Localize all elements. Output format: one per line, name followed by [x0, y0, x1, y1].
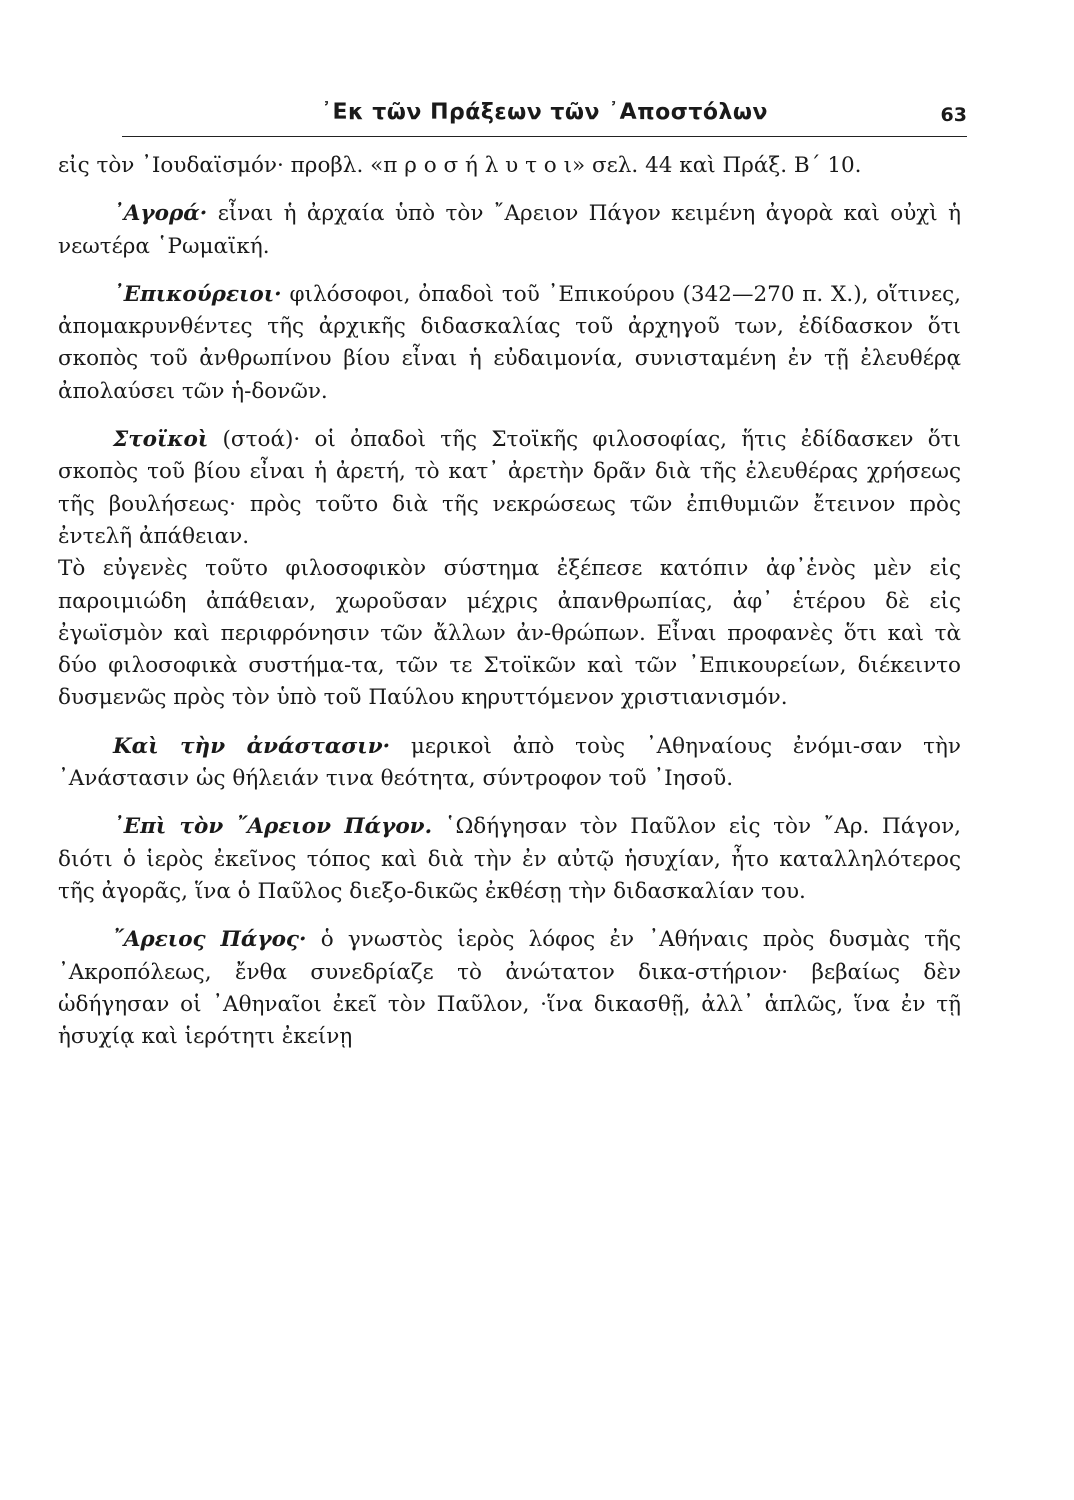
body-text — [58, 150, 961, 1053]
entry-stoikoi — [58, 424, 961, 553]
entry-areios-pagos — [58, 924, 961, 1053]
entry-lemma: ᾿Αγορά· — [113, 201, 208, 227]
entry-agora — [58, 198, 961, 263]
page-number: 63 — [940, 104, 967, 126]
entry-lemma: ᾿Επὶ τὸν ῎Αρειον Πάγον. — [113, 814, 433, 840]
paragraph-continuation — [58, 150, 961, 182]
entry-lemma: Στοϊκοὶ — [113, 427, 209, 453]
entry-epikoureioi — [58, 279, 961, 408]
entry-text: ὁ γνωστὸς ἱερὸς λόφος ἐν ᾿Αθήναις πρὸς δυσμὰς τῆς ᾿Ακροπόλεως, ἔνθα συνεδρίαζε τὸ ἀνώτατον δικα-στήριον· βεβαίως δὲν ὡδήγησαν οἱ ᾿Αθηναῖοι ἐκεῖ τὸν Παῦλον, ·ἵνα δικασθῇ, ἀλλ᾿ ἁπλῶς, ἵνα ἐν τῇ ἡσυχίᾳ καὶ ἱερότητι ἐκείνῃ — [58, 927, 961, 1050]
entry-lemma: ῎Αρειος Πάγος· — [113, 927, 307, 953]
entry-text: (στοά)· οἱ ὀπαδοὶ τῆς Στοϊκῆς φιλοσοφίας, ἥτις ἐδίδασκεν ὅτι σκοπὸς τοῦ βίου εἶναι ἡ ἀρετή, τὸ κατ᾿ ἀρετὴν δρᾶν διὰ τῆς ἐλευθέρας χρήσεως τῆς βουλήσεως· πρὸς τοῦτο διὰ τῆς νεκρώσεως τῶν ἐπιθυμιῶν ἔτεινον πρὸς ἐντελῆ ἀπάθειαν. — [58, 427, 961, 549]
entry-text: ῾Ωδήγησαν τὸν Παῦλον εἰς τὸν ῎Αρ. Πάγον, διότι ὁ ἱερὸς ἐκεῖνος τόπος καὶ διὰ τὴν ἐν αὐτῷ ἡσυχίαν, ἦτο καταλληλότερος τῆς ἀγορᾶς, ἵνα ὁ Παῦλος διεξο-δικῶς ἐκθέσῃ τὴν διδασκαλίαν του. — [58, 814, 961, 904]
entry-lemma: Καὶ τὴν ἀνάστασιν· — [113, 733, 391, 759]
entry-lemma: ᾿Επικούρειοι· — [113, 281, 282, 307]
paragraph-text: Τὸ εὐγενὲς τοῦτο φιλοσοφικὸν σύστημα ἐξέπεσε κατόπιν ἀφ᾿ἑνὸς μὲν εἰς παροιμιώδη ἀπάθειαν, χωροῦσαν μέχρις ἀπανθρωπίας, ἀφ᾿ ἑτέρου δὲ εἰς ἐγωϊσμὸν καὶ περιφρόνησιν τῶν ἄλλων ἀν-θρώπων. Εἶναι προφανὲς ὅτι καὶ τὰ δύο φιλοσοφικὰ συστήμα-τα, τῶν τε Στοϊκῶν καὶ τῶν ᾿Επικουρείων, διέκειντο δυσμενῶς πρὸς τὸν ὑπὸ τοῦ Παύλου κηρυττόμενον χριστιανισμόν. — [58, 556, 961, 711]
entry-text: φιλόσοφοι, ὀπαδοὶ τοῦ ᾿Επικούρου (342—270 π. Χ.), οἵτινες, ἀπομακρυνθέντες τῆς ἀρχικῆς διδασκαλίας τοῦ ἀρχηγοῦ των, ἐδίδασκον ὅτι σκοπὸς τοῦ ἀνθρωπίνου βίου εἶναι ἡ εὐδαιμονία, συνισταμένη ἐν τῇ ἐλευθέρᾳ ἀπολαύσει τῶν ἡ-δονῶν. — [58, 281, 962, 404]
paragraph-stoic-continuation — [58, 553, 961, 714]
entry-text: μερικοὶ ἀπὸ τοὺς ᾿Αθηναίους ἐνόμι-σαν τὴν ᾿Ανάστασιν ὡς θήλειάν τινα θεότητα, σύντροφον τοῦ ᾿Ιησοῦ. — [58, 733, 961, 792]
entry-epi-areion-pagon — [58, 811, 961, 908]
entry-text: εἶναι ἡ ἀρχαία ὑπὸ τὸν ῎Αρειον Πάγον κειμένη ἀγορὰ καὶ οὐχὶ ἡ νεωτέρα ῾Ρωμαϊκή. — [58, 201, 961, 259]
entry-anastasis — [58, 731, 961, 796]
running-header — [122, 100, 967, 137]
running-title: ᾿Εκ τῶν Πράξεων τῶν ᾿Αποστόλων — [320, 100, 769, 125]
paragraph-text: εἰς τὸν ᾿Ιουδαϊσμόν· προβλ. «π ρ ο σ ή λ υ τ ο ι» σελ. 44 καὶ Πράξ. Β΄ 10. — [58, 153, 862, 178]
